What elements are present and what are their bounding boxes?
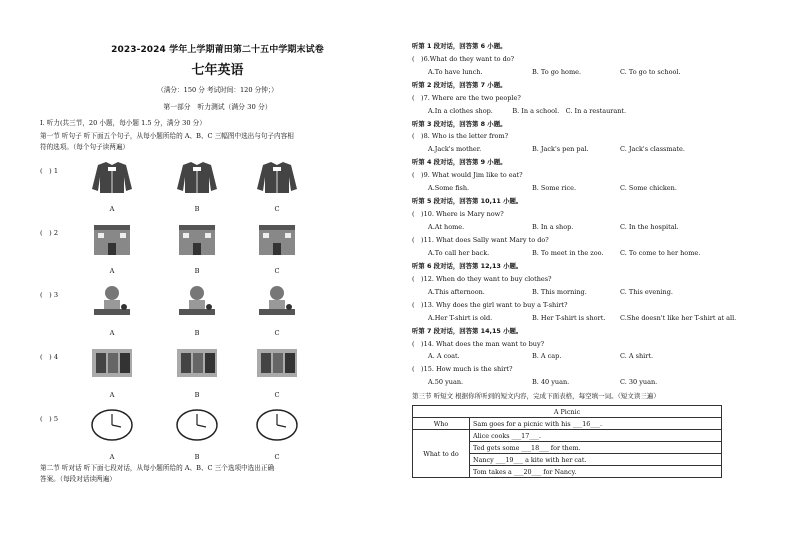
option-letter: B — [194, 205, 200, 213]
question-text: ( )7. Where are the two people? — [412, 93, 521, 102]
instr-line: 答案。（每段对话读两遍） — [40, 475, 116, 483]
answer-option[interactable]: A. A coat. — [428, 352, 460, 361]
question-number: ( ) 2 — [40, 229, 59, 237]
answer-options — [412, 66, 757, 79]
option-letter: B — [194, 267, 200, 275]
instr-line: 符的选项。（每个句子读两遍） — [40, 143, 130, 151]
option-letter: C — [274, 391, 280, 399]
option-letter: B — [194, 453, 200, 461]
scene-icon[interactable] — [255, 345, 299, 381]
table-row: Nancy ___19___ a kite with her cat. — [470, 454, 722, 466]
part-heading: 第一部分 听力测试（满分 30 分） — [163, 103, 272, 111]
question-number: ( ) 1 — [40, 167, 59, 175]
clock-icon[interactable] — [90, 407, 134, 443]
question-text: ( )14. What does the man want to buy? — [412, 339, 545, 348]
dialogue-heading: 听第 6 段对话，回答第 12,13 小题。 — [412, 261, 523, 270]
option-letter: A — [109, 205, 115, 213]
building-icon[interactable] — [90, 221, 134, 257]
answer-option[interactable]: A.Her T-shirt is old. — [428, 313, 493, 322]
right-column — [412, 40, 757, 478]
answer-option[interactable]: B. This morning. — [532, 287, 587, 296]
answer-option[interactable]: A.50 yuan. — [428, 378, 464, 387]
answer-option[interactable]: C. In the hospital. — [620, 222, 679, 231]
boy-eating-icon[interactable] — [255, 283, 299, 319]
answer-options: A.In a clothes shop. B. In a school. C. In a restaurant. — [428, 106, 627, 115]
answer-option[interactable]: A.This afternoon. — [428, 287, 485, 296]
option-letter: A — [109, 329, 115, 337]
picture-question — [40, 407, 395, 469]
section1-heading: I. 听力(共三节，20 小题，每小题 1.5 分，满分 30 分） — [40, 119, 206, 127]
answer-option[interactable]: B. Some rice. — [532, 184, 577, 193]
answer-option[interactable]: C.She doesn't like her T-shirt at all. — [620, 313, 737, 322]
picture-question — [40, 221, 395, 283]
picture-question — [40, 159, 395, 221]
answer-option[interactable]: C. A shirt. — [620, 352, 654, 361]
answer-option[interactable]: A.To call her back. — [428, 248, 490, 257]
answer-option[interactable]: C. Jack's classmate. — [620, 145, 685, 154]
instr-line: 第二节 听对话 听下面七段对话，从每小题所给的 A、B、C 三个选项中选出正确 — [40, 464, 275, 472]
question-text: ( )15. How much is the shirt? — [412, 365, 513, 374]
who-label: Who — [413, 418, 470, 430]
answer-option[interactable]: B. Jack's pen pal. — [532, 145, 589, 154]
option-letter: C — [274, 329, 280, 337]
who-value: Sam goes for a picnic with his ___16___. — [470, 418, 722, 430]
table-row: Alice cooks ___17___. — [470, 430, 722, 442]
boy-eating-icon[interactable] — [90, 283, 134, 319]
dialogue-heading: 听第 3 段对话，回答第 8 小题。 — [412, 119, 507, 128]
answer-option[interactable]: B. To go home. — [532, 67, 582, 76]
answer-option[interactable]: A.Some fish. — [428, 184, 470, 193]
question-number: ( ) 4 — [40, 353, 59, 361]
question-number: ( ) 3 — [40, 291, 59, 299]
building-icon[interactable] — [175, 221, 219, 257]
question-text: ( )9. What would Jim like to eat? — [412, 171, 523, 180]
answer-option[interactable]: C. This evening. — [620, 287, 673, 296]
option-letter: C — [274, 205, 280, 213]
answer-option[interactable]: A.To have lunch. — [428, 67, 483, 76]
answer-options — [412, 221, 757, 234]
option-letter: B — [194, 391, 200, 399]
answer-options — [412, 247, 757, 260]
exam-title: 2023-2024 学年上学期莆田第二十五中学期末试卷 — [111, 45, 324, 55]
answer-options — [412, 312, 757, 325]
question-text: ( )12. When do they want to buy clothes? — [412, 274, 552, 283]
building-icon[interactable] — [255, 221, 299, 257]
answer-options — [412, 350, 757, 363]
scene-icon[interactable] — [175, 345, 219, 381]
jacket-icon[interactable] — [255, 159, 299, 195]
answer-options — [412, 376, 757, 389]
table-row: Ted gets some ___18___ for them. — [470, 442, 722, 454]
option-letter: A — [109, 391, 115, 399]
answer-option[interactable]: C. To go to school. — [620, 67, 681, 76]
answer-option[interactable]: A.Jack's mother. — [428, 145, 482, 154]
question-text: ( )6.What do they want to do? — [412, 54, 515, 63]
answer-option[interactable]: B. Her T-shirt is short. — [532, 313, 606, 322]
option-letter: A — [109, 267, 115, 275]
answer-options — [412, 182, 757, 195]
answer-option[interactable]: B. In a shop. — [532, 222, 574, 231]
question-text: ( )10. Where is Mary now? — [412, 210, 504, 219]
question-text: ( )13. Why does the girl want to buy a T-shirt? — [412, 300, 568, 309]
left-column — [40, 40, 395, 485]
option-letter: C — [274, 267, 280, 275]
section1-instructions — [40, 131, 395, 153]
dialogue-questions — [412, 40, 757, 389]
question-text: ( )11. What does Sally want Mary to do? — [412, 235, 549, 244]
answer-option[interactable]: B. 40 yuan. — [532, 378, 570, 387]
what-label: What to do — [413, 430, 470, 478]
dialogue-heading: 听第 2 段对话，回答第 7 小题。 — [412, 80, 507, 89]
scene-icon[interactable] — [90, 345, 134, 381]
dialogue-heading: 听第 1 段对话，回答第 6 小题。 — [412, 42, 507, 50]
instr-line: 第一节 听句子 听下面五个句子，从每小题所给的 A、B、C 三幅图中选出与句子内容相 — [40, 132, 294, 140]
answer-options — [412, 143, 757, 156]
answer-option[interactable]: C. 30 yuan. — [620, 378, 658, 387]
exam-meta: （满分：150 分 考试时间：120 分钟；） — [157, 86, 278, 94]
question-number: ( ) 5 — [40, 415, 59, 423]
jacket-icon[interactable] — [90, 159, 134, 195]
subject-title: 七年英语 — [191, 63, 244, 78]
option-letter: B — [194, 329, 200, 337]
jacket-icon[interactable] — [175, 159, 219, 195]
answer-option[interactable]: B. To meet in the zoo. — [532, 248, 604, 257]
answer-option[interactable]: B. A cap. — [532, 352, 562, 361]
picture-question — [40, 345, 395, 407]
dialogue-heading: 听第 5 段对话，回答第 10,11 小题。 — [412, 197, 523, 206]
answer-option[interactable]: C. To come to her home. — [620, 248, 701, 257]
option-letter: A — [109, 453, 115, 461]
clock-icon[interactable] — [255, 407, 299, 443]
option-letter: C — [274, 453, 280, 461]
answer-options — [412, 286, 757, 299]
table-row: Tom takes a ___20___ for Nancy. — [470, 466, 722, 478]
clock-icon[interactable] — [175, 407, 219, 443]
dialogue-heading: 听第 7 段对话，回答第 14,15 小题。 — [412, 326, 523, 335]
picnic-table — [412, 405, 722, 478]
answer-option[interactable]: C. Some chicken. — [620, 184, 677, 193]
answer-option[interactable]: A.At home. — [428, 222, 465, 231]
dialogue-heading: 听第 4 段对话，回答第 9 小题。 — [412, 158, 507, 167]
table-title: A Picnic — [413, 406, 722, 418]
section3-heading: 第三节 听短文 根据你所听到的短文内容，完成下面表格，每空填一词。（短文读三遍） — [412, 392, 660, 401]
boy-eating-icon[interactable] — [175, 283, 219, 319]
picture-question — [40, 283, 395, 345]
question-text: ( )8. Who is the letter from? — [412, 132, 509, 141]
picture-questions — [40, 159, 395, 469]
